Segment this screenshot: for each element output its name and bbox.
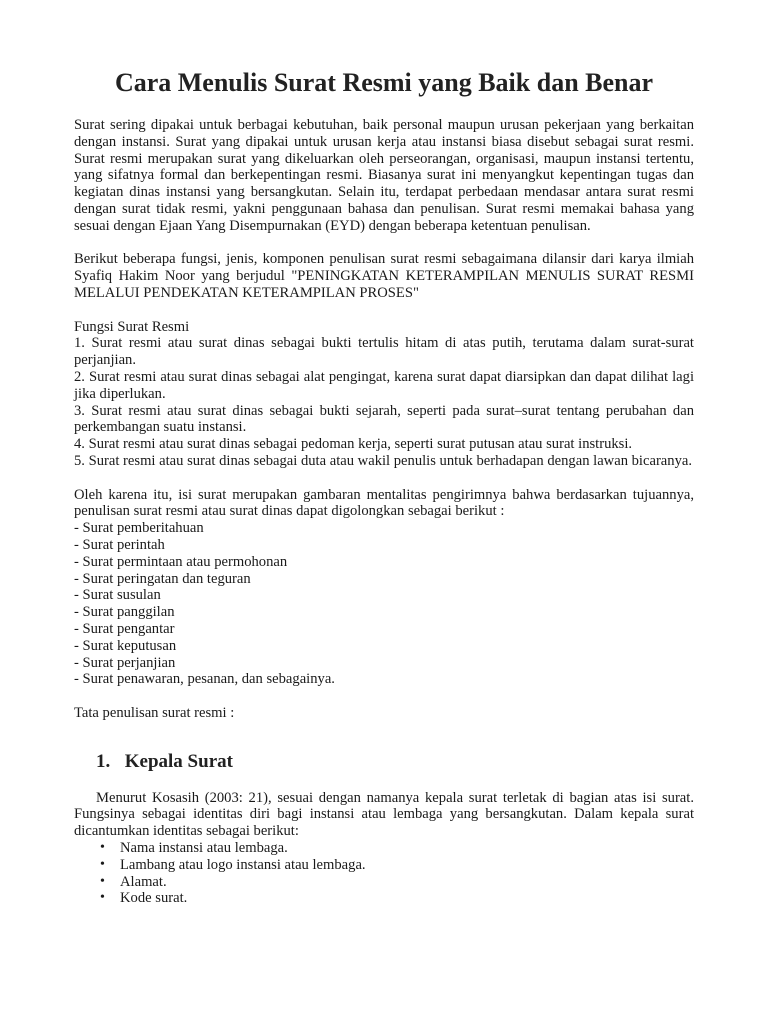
bullet-text: Lambang atau logo instansi atau lembaga. (120, 856, 366, 873)
type-item: - Surat pengantar (74, 620, 175, 637)
section-heading-kepala-surat (96, 750, 694, 774)
type-item: - Surat perintah (74, 536, 165, 553)
function-item: 2. Surat resmi atau surat dinas sebagai alat pengingat, karena surat dapat diarsipkan dan dapat dilihat lagi jika diperlukan. (74, 368, 694, 402)
letterhead-bullet-list (74, 840, 694, 907)
section-number: 1. (96, 750, 111, 772)
function-item: 5. Surat resmi atau surat dinas sebagai duta atau wakil penulis untuk berhadapan dengan lawan bicaranya. (74, 452, 692, 469)
bullet-text: Kode surat. (120, 890, 188, 907)
functions-heading: Fungsi Surat Resmi (74, 318, 190, 335)
types-list (74, 520, 694, 688)
type-item: - Surat peringatan dan teguran (74, 570, 251, 587)
type-item: - Surat perjanjian (74, 654, 176, 671)
source-paragraph: Berikut beberapa fungsi, jenis, komponen penulisan surat resmi sebagaimana dilansir dari karya ilmiah Syafiq Hakim Noor yang berjudul "PENINGKATAN KETERAMPILAN MENULIS SURAT RESMI MELALUI PENDEKATAN KETERAMPILAN PROSES" (74, 251, 694, 301)
procedure-intro: Tata penulisan surat resmi : (74, 704, 235, 721)
document-page (74, 66, 694, 907)
type-item: - Surat penawaran, pesanan, dan sebagainya. (74, 671, 335, 688)
type-item: - Surat pemberitahuan (74, 520, 204, 537)
bullet-icon: • (100, 856, 105, 872)
type-item: - Surat permintaan atau permohonan (74, 553, 288, 570)
types-intro: Oleh karena itu, isi surat merupakan gambaran mentalitas pengirimnya bahwa berdasarkan tujuannya, penulisan surat resmi atau surat dinas dapat digolongkan sebagai berikut : (74, 486, 694, 520)
intro-paragraph: Surat sering dipakai untuk berbagai kebutuhan, baik personal maupun urusan pekerjaan yang berkaitan dengan instansi. Surat yang dipakai untuk urusan kerja atau instansi biasa disebut sebagai surat resmi. Surat resmi merupakan surat yang dikeluarkan oleh perseorangan, organisasi, maupun instansi tertentu, yang sifatnya formal dan berkepentingan resmi. Biasanya surat ini menyangkut kepentingan tugas dan kegiatan dinas instansi yang bersangkutan. Selain itu, terdapat perbedaan mendasar antara surat resmi dengan surat tidak resmi, yakni penggunaan bahasa dan penulisan. Surat resmi memakai bahasa yang sesuai dengan Ejaan Yang Disempurnakan (EYD) dengan beberapa ketentuan penulisan. (74, 117, 694, 234)
bullet-item (100, 873, 694, 891)
bullet-icon: • (100, 873, 105, 889)
bullet-icon: • (100, 840, 105, 856)
section-title: Kepala Surat (124, 750, 233, 772)
function-item: 4. Surat resmi atau surat dinas sebagai pedoman kerja, seperti surat putusan atau surat instruksi. (74, 436, 633, 453)
section-paragraph: Menurut Kosasih (2003: 21), sesuai dengan namanya kepala surat terletak di bagian atas isi surat. Fungsinya sebagai identitas diri bagi instansi atau lembaga yang bersangkutan. Dalam kepala surat dicantumkan identitas sebagai berikut: (74, 789, 694, 840)
spacer (74, 470, 694, 487)
function-item: 1. Surat resmi atau surat dinas sebagai bukti tertulis hitam di atas putih, terutama dalam surat-surat perjanjian. (74, 335, 694, 369)
function-item: 3. Surat resmi atau surat dinas sebagai bukti sejarah, seperti pada surat–surat tentang perubahan dan perkembangan suatu instansi. (74, 402, 694, 436)
spacer (74, 302, 694, 319)
type-item: - Surat panggilan (74, 604, 175, 621)
type-item: - Surat susulan (74, 587, 161, 604)
spacer (74, 235, 694, 252)
bullet-text: Alamat. (120, 873, 167, 890)
spacer (74, 688, 694, 705)
functions-list (74, 335, 694, 469)
bullet-item (100, 890, 694, 907)
bullet-item (100, 856, 694, 874)
document-title: Cara Menulis Surat Resmi yang Baik dan Benar (114, 68, 654, 97)
bullet-item (100, 840, 694, 857)
type-item: - Surat keputusan (74, 637, 177, 654)
bullet-icon: • (100, 890, 105, 906)
bullet-text: Nama instansi atau lembaga. (120, 840, 288, 857)
